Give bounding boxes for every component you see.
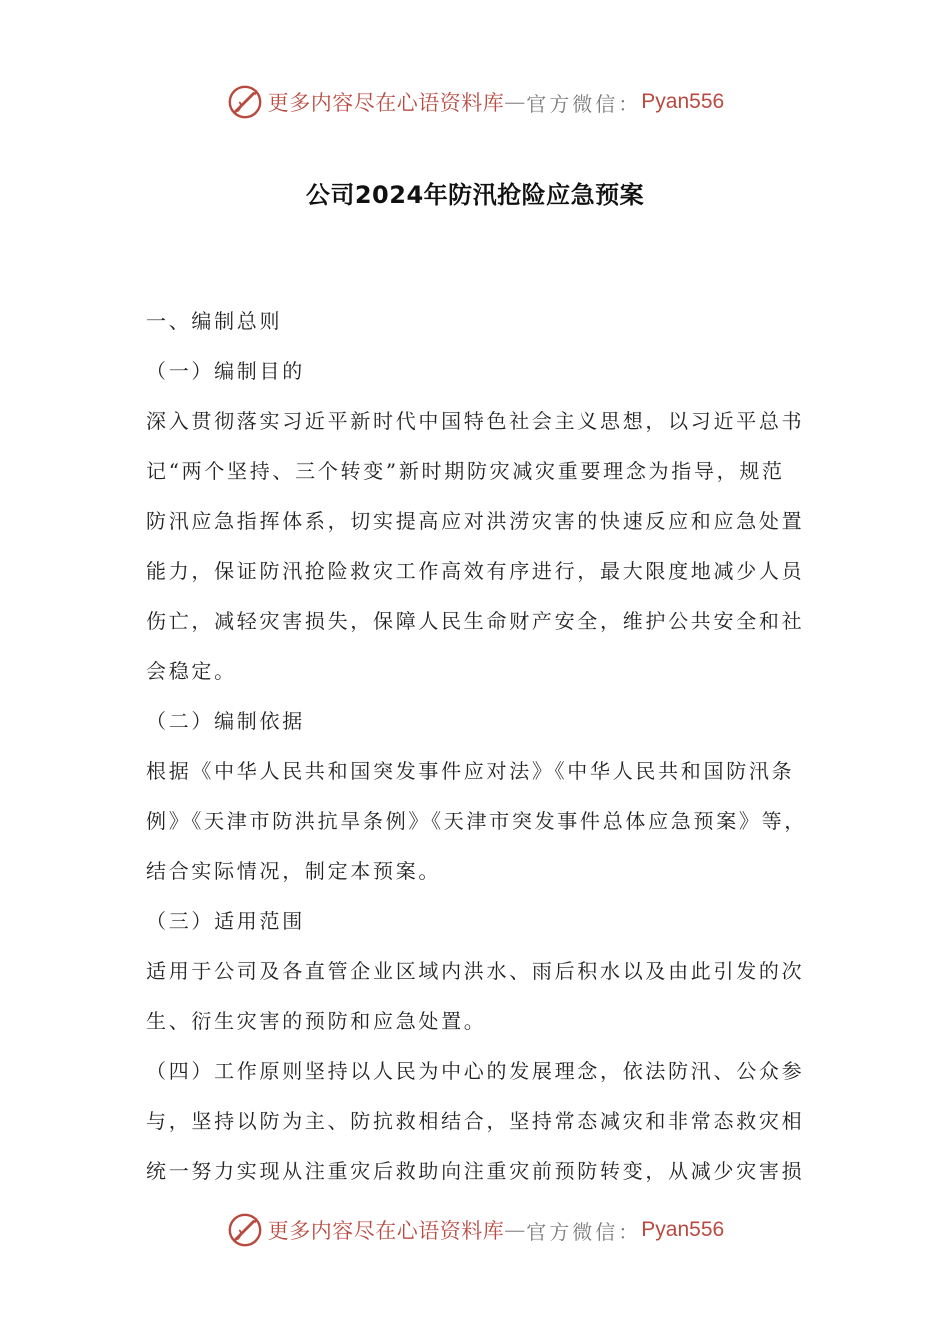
body-line: 会稳定。 <box>146 659 237 683</box>
pen-logo-icon <box>226 1211 264 1249</box>
document-body <box>146 296 806 1196</box>
body-line: 根据《中华人民共和国突发事件应对法》《中华人民共和国防汛条 <box>146 759 795 783</box>
body-line: 统一努力实现从注重灾后救助向注重灾前预防转变，从减少灾害损 <box>146 1159 805 1183</box>
body-line: 能力，保证防汛抢险救灾工作高效有序进行，最大限度地减少人员 <box>146 559 805 583</box>
watermark-sub-text: 官方微信： <box>526 1219 642 1244</box>
body-line: 记“两个坚持、三个转变”新时期防灾减灾重要理念为指导，规范 <box>146 459 785 483</box>
pen-logo-icon <box>226 83 264 121</box>
body-line: 例》《天津市防洪抗旱条例》《天津市突发事件总体应急预案》等， <box>146 809 807 833</box>
body-line: 深入贯彻落实习近平新时代中国特色社会主义思想，以习近平总书 <box>146 409 805 433</box>
subsection-heading: （二）编制依据 <box>146 709 305 733</box>
body-line: 适用于公司及各直管企业区域内洪水、雨后积水以及由此引发的次 <box>146 959 805 983</box>
body-line: （四）工作原则坚持以人民为中心的发展理念，依法防汛、公众参 <box>146 1059 805 1083</box>
watermark-sub-text: 官方微信： <box>526 91 642 116</box>
watermark-banner-top <box>0 80 950 124</box>
body-line: 防汛应急指挥体系，切实提高应对洪涝灾害的快速反应和应急处置 <box>146 509 805 533</box>
watermark-separator: — <box>504 90 527 114</box>
subsection-heading: （三）适用范围 <box>146 909 305 933</box>
subsection-heading: （一）编制目的 <box>146 359 305 383</box>
document-title: 公司2024年防汛抢险应急预案 <box>305 181 645 209</box>
watermark-main-text: 更多内容尽在心语资料库 <box>267 91 505 115</box>
body-line: 与，坚持以防为主、防抗救相结合，坚持常态减灾和非常态救灾相 <box>146 1109 805 1133</box>
section-heading: 一、编制总则 <box>146 309 283 333</box>
watermark-banner-bottom <box>0 1208 950 1252</box>
watermark-wechat-id: Pyan556 <box>641 90 725 113</box>
watermark-main-text: 更多内容尽在心语资料库 <box>267 1219 505 1243</box>
body-line: 伤亡，减轻灾害损失，保障人民生命财产安全，维护公共安全和社 <box>146 609 805 633</box>
watermark-wechat-id: Pyan556 <box>641 1218 725 1241</box>
body-line: 结合实际情况，制定本预案。 <box>146 859 442 883</box>
body-line: 生、衍生灾害的预防和应急处置。 <box>146 1009 487 1033</box>
watermark-separator: — <box>504 1218 527 1242</box>
